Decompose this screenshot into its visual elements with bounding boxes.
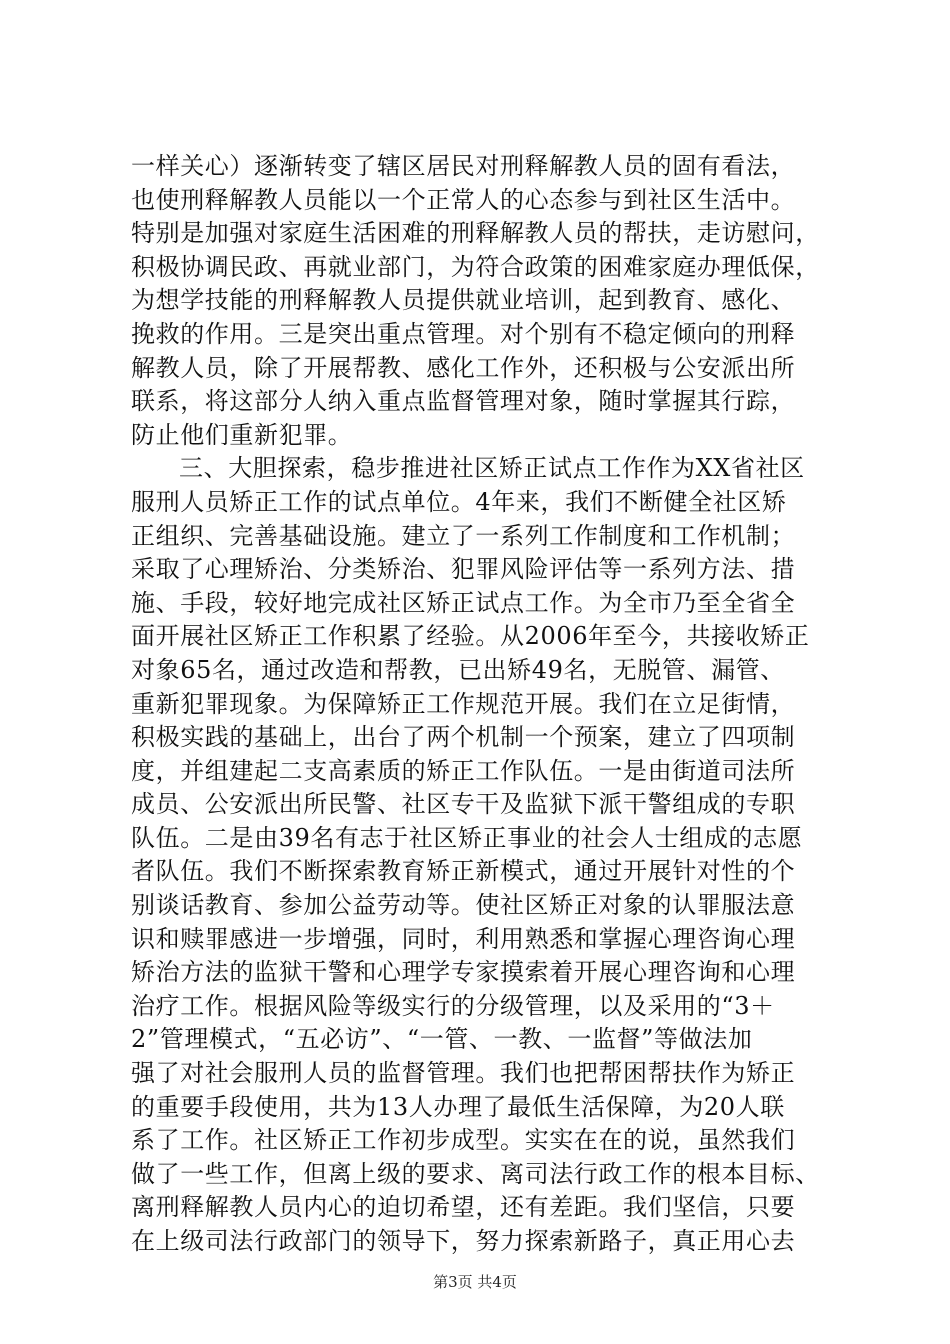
body-text (131, 150, 831, 1259)
text-line: 一样关心）逐渐转变了辖区居民对刑释解教人员的固有看法， (131, 152, 796, 180)
text-line: 特别是加强对家庭生活困难的刑释解教人员的帮扶，走访慰问， (131, 219, 820, 248)
text-line: 的重要手段使用，共为13人办理了最低生活保障，为20人联 (131, 1092, 785, 1121)
text-line: 别谈话教育、参加公益劳动等。使社区矫正对象的认罪服法意 (131, 891, 796, 920)
text-line: 服刑人员矫正工作的试点单位。4年来，我们不断健全社区矫 (131, 487, 787, 516)
text-line: 采取了心理矫治、分类矫治、犯罪风险评估等一系列方法、措 (131, 555, 796, 584)
text-line: 强了对社会服刑人员的监督管理。我们也把帮困帮扶作为矫正 (131, 1059, 796, 1088)
text-line: 者队伍。我们不断探索教育矫正新模式，通过开展针对性的个 (131, 857, 796, 886)
text-line: 积极协调民政、再就业部门，为符合政策的困难家庭办理低保， (131, 252, 820, 281)
text-line: 正组织、完善基础设施。建立了一系列工作制度和工作机制； (131, 521, 796, 550)
text-line: 做了一些工作，但离上级的要求、离司法行政工作的根本目标、 (131, 1159, 820, 1188)
text-line: 施、手段，较好地完成社区矫正试点工作。为全市乃至全省全 (131, 588, 796, 617)
page-number-footer: 第3页 共4页 (433, 1273, 517, 1291)
text-line: 系了工作。社区矫正工作初步成型。实实在在的说，虽然我们 (131, 1126, 796, 1155)
text-line: 在上级司法行政部门的领导下，努力探索新路子，真正用心去 (131, 1227, 796, 1255)
text-line: 矫治方法的监狱干警和心理学专家摸索着开展心理咨询和心理 (131, 958, 796, 987)
text-line: 识和赎罪感进一步增强，同时，利用熟悉和掌握心理咨询心理 (131, 924, 796, 953)
text-line: 重新犯罪现象。为保障矫正工作规范开展。我们在立足街情， (131, 689, 796, 718)
text-line: 成员、公安派出所民警、社区专干及监狱下派干警组成的专职 (131, 790, 796, 819)
text-line: 也使刑释解教人员能以一个正常人的心态参与到社区生活中。 (131, 185, 796, 214)
text-line: 治疗工作。根据风险等级实行的分级管理，以及采用的“3＋ (131, 991, 775, 1020)
text-line: 离刑释解教人员内心的迫切希望，还有差距。我们坚信，只要 (131, 1193, 796, 1222)
text-line: 队伍。二是由39名有志于社区矫正事业的社会人士组成的志愿 (131, 823, 803, 852)
text-line: 2”管理模式，“五必访”、“一管、一教、一监督”等做法加 (131, 1025, 753, 1054)
text-line: 联系，将这部分人纳入重点监督管理对象，随时掌握其行踪， (131, 387, 796, 416)
text-line: 防止他们重新犯罪。 (131, 420, 353, 449)
section-heading-line: 三、大胆探索，稳步推进社区矫正试点工作作为XX省社区 (179, 454, 805, 483)
text-line: 解教人员，除了开展帮教、感化工作外，还积极与公安派出所 (131, 353, 796, 382)
text-line: 挽救的作用。三是突出重点管理。对个别有不稳定倾向的刑释 (131, 319, 796, 348)
text-line: 为想学技能的刑释解教人员提供就业培训，起到教育、感化、 (131, 286, 796, 315)
text-line: 对象65名，通过改造和帮教，已出矫49名，无脱管、漏管、 (131, 655, 785, 684)
text-line: 度，并组建起二支高素质的矫正工作队伍。一是由街道司法所 (131, 756, 796, 785)
text-line: 面开展社区矫正工作积累了经验。从2006年至今，共接收矫正 (131, 622, 810, 651)
text-line: 积极实践的基础上，出台了两个机制一个预案，建立了四项制 (131, 723, 796, 752)
